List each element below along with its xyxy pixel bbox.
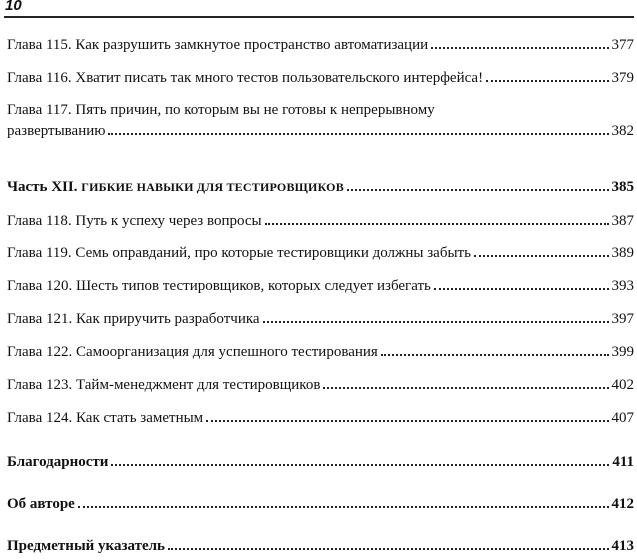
dot-leader xyxy=(381,354,609,356)
toc-entry-ch123[interactable] xyxy=(7,375,634,395)
toc-entry-page: 385 xyxy=(611,179,634,195)
toc-entry-title: Глава 115. Как разрушить замкнутое пространство автоматизации xyxy=(7,37,429,53)
toc-entry-acknowledgements[interactable] xyxy=(7,452,634,472)
toc-entry-page: 413 xyxy=(611,538,634,554)
toc-entry-ch124[interactable] xyxy=(7,408,634,428)
part-title: ГИБКИЕ НАВЫКИ ДЛЯ ТЕСТИРОВЩИКОВ xyxy=(81,180,344,194)
toc-entry-title: Глава 116. Хватит писать так много тестов пользовательского интерфейса! xyxy=(7,70,484,86)
dot-leader xyxy=(111,464,609,466)
toc-entry-about-author[interactable] xyxy=(7,494,634,514)
dot-leader xyxy=(265,223,609,225)
toc-entry-page: 411 xyxy=(612,454,634,470)
toc-entry-page: 393 xyxy=(611,278,634,294)
toc-entry-title: Предметный указатель xyxy=(7,538,165,554)
toc-entry-subject-index[interactable] xyxy=(7,536,634,556)
part-number: Часть XII. xyxy=(7,179,78,195)
dot-leader xyxy=(78,506,609,508)
toc-entry-page: 379 xyxy=(611,70,634,86)
page-number: 10 xyxy=(5,0,22,14)
dot-leader xyxy=(323,387,608,389)
toc-entry-page: 382 xyxy=(611,123,634,139)
dot-leader xyxy=(434,288,609,290)
header-rule xyxy=(4,16,634,18)
toc-entry-page: 377 xyxy=(611,37,634,53)
toc-entry-ch118[interactable] xyxy=(7,211,634,231)
dot-leader xyxy=(263,321,609,323)
toc-entry-ch117[interactable] xyxy=(7,100,634,141)
toc-entry-page: 407 xyxy=(611,410,634,426)
dot-leader xyxy=(431,47,608,49)
toc-entry-title: Об авторе xyxy=(7,496,75,512)
dot-leader xyxy=(347,189,609,191)
toc-entry-title: Благодарности xyxy=(7,454,109,470)
toc-entry-title-line2: развертыванию xyxy=(7,123,106,139)
toc-entry-title: Глава 122. Самоорганизация для успешного тестирования xyxy=(7,344,378,360)
toc-entry-ch121[interactable] xyxy=(7,309,634,329)
toc-entry-title: Глава 123. Тайм-менеджмент для тестировщиков xyxy=(7,377,321,393)
toc-entry-ch116[interactable] xyxy=(7,68,634,88)
toc-entry-page: 412 xyxy=(611,496,634,512)
dot-leader xyxy=(474,255,609,257)
toc-entry-page: 387 xyxy=(611,213,634,229)
toc-entry-title: Глава 120. Шесть типов тестировщиков, которых следует избегать xyxy=(7,278,431,294)
toc-entry-title: Глава 118. Путь к успеху через вопросы xyxy=(7,213,262,229)
toc-entry-ch120[interactable] xyxy=(7,276,634,296)
dot-leader xyxy=(486,80,608,82)
toc-entry-ch122[interactable] xyxy=(7,342,634,362)
part-label xyxy=(7,177,344,197)
toc-entry-page: 389 xyxy=(611,245,634,261)
toc-entry-title: Глава 124. Как стать заметным xyxy=(7,410,204,426)
toc-entry-title: Глава 119. Семь оправданий, про которые тестировщики должны забыть xyxy=(7,245,471,261)
toc-entry-page: 402 xyxy=(611,377,634,393)
toc-entry-ch119[interactable] xyxy=(7,243,634,263)
toc-entry-page: 399 xyxy=(611,344,634,360)
dot-leader xyxy=(108,133,608,135)
toc-entry-page: 397 xyxy=(611,311,634,327)
dot-leader xyxy=(168,548,609,550)
toc-part-12[interactable] xyxy=(7,177,634,197)
toc-entry-title: Глава 121. Как приручить разработчика xyxy=(7,311,260,327)
dot-leader xyxy=(206,420,608,422)
toc-entry-title-line1: Глава 117. Пять причин, по которым вы не готовы к непрерывному xyxy=(7,102,435,118)
toc-entry-ch115[interactable] xyxy=(7,35,634,55)
